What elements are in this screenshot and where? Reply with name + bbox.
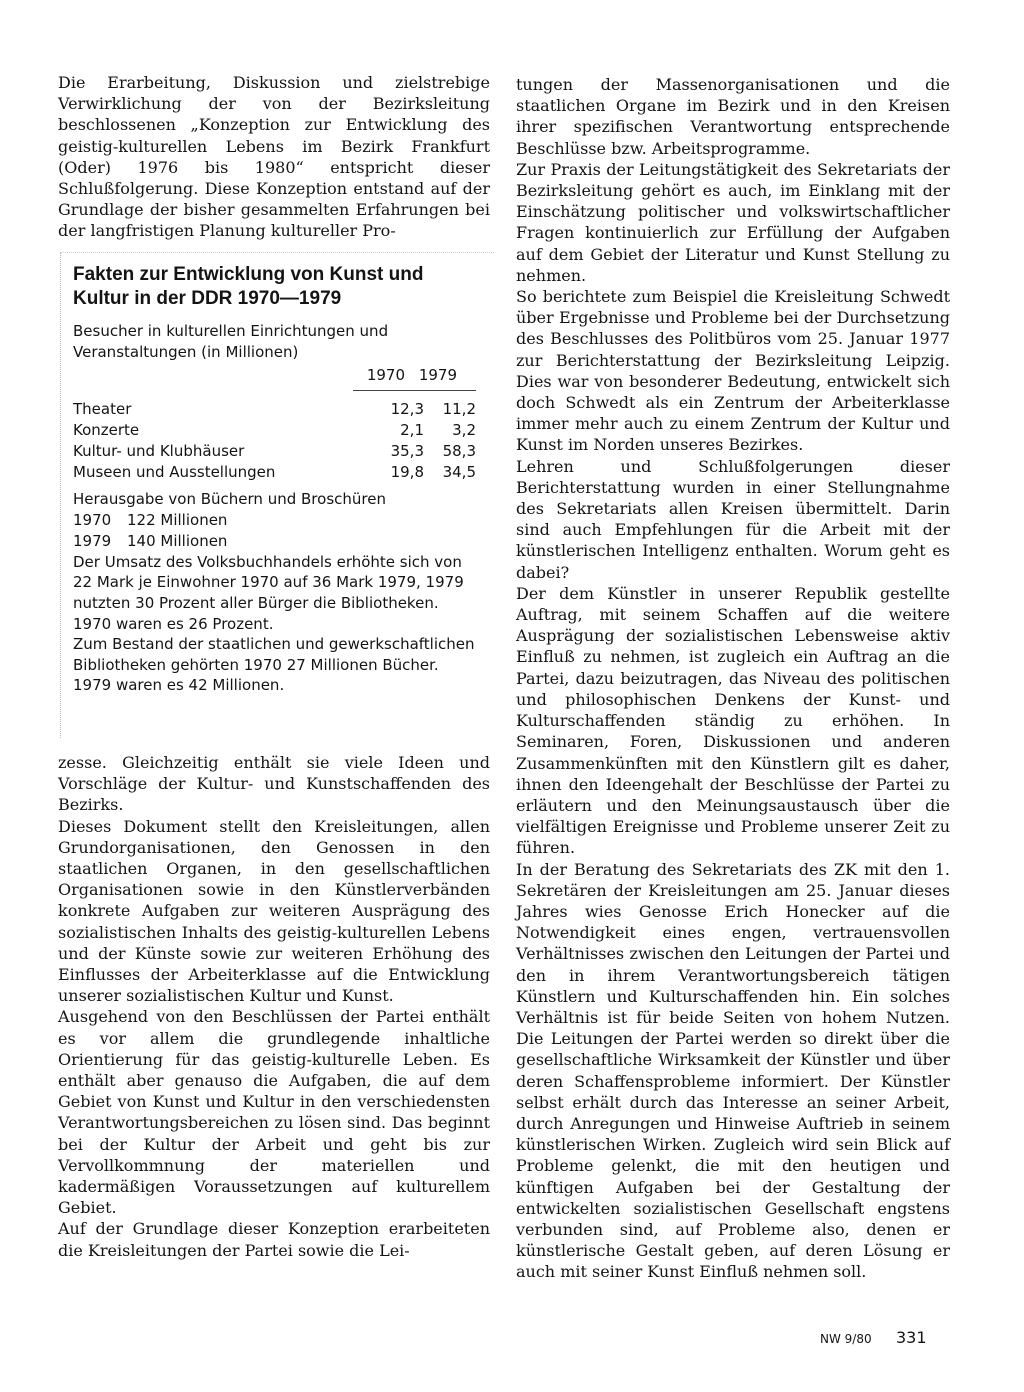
books-year: 1970 (73, 510, 112, 529)
row-label: Museen und Ausstellungen (73, 463, 276, 482)
left-column-top (58, 72, 490, 242)
visitors-table (73, 366, 476, 483)
row-value-1979: 3,2 (452, 421, 476, 440)
issue-label: NW 9/80 (820, 1332, 872, 1346)
left-paragraph: Dieses Dokument stellt den Kreisleitungen, allen Grundorganisationen, den Genossen in den staatlichen Organen, in den gesellschaftlichen Organisationen sowie in den Künstlerverbänden konkrete Aufgaben zur weiteren Ausprägung des sozialistischen Inhalts des geistig-kulturellen Lebens und der Künste sowie zur weiteren Erhöhung des Einflusses der Arbeiterklasse auf die Entwicklung unserer sozialistischen Kultur und Kunst. (58, 816, 490, 1006)
fact-box-title: Fakten zur Entwicklung von Kunst und Kultur in der DDR 1970—1979 (73, 264, 424, 309)
row-value-1970: 2,1 (400, 421, 424, 440)
right-paragraph: tungen der Massenorganisationen und die staatlichen Organe im Bezirk und in den Kreisen ihrer spezifischen Verantwortung entsprechende Beschlüsse bzw. Arbeitsprogramme. (516, 75, 950, 158)
fact-paragraph-bookstore: Der Umsatz des Volksbuchhandels erhöhte sich von 22 Mark je Einwohner 1970 auf 36 Mark 1979, 1979 nutzten 30 Prozent aller Bürger die Bibliotheken. 1970 waren es 26 Prozent. (73, 552, 464, 633)
fact-paragraph-libraries: Zum Bestand der staatlichen und gewerkschaftlichen Bibliotheken gehörten 1970 27 Millionen Bücher. 1979 waren es 42 Millionen. (73, 635, 475, 695)
row-value-1970: 19,8 (390, 463, 424, 482)
right-paragraph: So berichtete zum Beispiel die Kreisleitung Schwedt über Ergebnisse und Probleme bei der Durchsetzung des Beschlusses des Politbüros vom 25. Januar 1977 zur Berichterstattung der Bezirksleitung Leipzig. Dies war von besonderer Bedeutung, entwickelt sich doch Schwedt als ein Zentrum der Arbeiterklasse immer mehr auch zu einem Zentrum der Kultur und Kunst im Norden unseres Bezirkes. (516, 287, 950, 455)
row-value-1979: 11,2 (442, 400, 476, 419)
right-paragraph: Der dem Künstler in unserer Republik gestellte Auftrag, mit seinem Schaffen auf die weitere Ausprägung der sozialistischen Lebensweise aktiv Einfluß zu nehmen, ist zugleich ein Auftrag an die Partei, dazu beizutragen, das Niveau des politischen und philosophischen Denkens der Kunst- und Kulturschaffenden ständig zu erhöhen. In Seminaren, Foren, Diskussionen und anderen Zusammenkünften mit den Künstlern gilt es daher, ihnen den Ideengehalt der Beschlüsse der Partei zu erläutern und den Meinungsaustausch über die vielfältigen Ereignisse und Probleme unserer Zeit zu führen. (516, 583, 950, 858)
books-heading: Herausgabe von Büchern und Broschüren (73, 490, 386, 509)
books-row (73, 510, 476, 531)
left-paragraph: zesse. Gleichzeitig enthält sie viele Ideen und Vorschläge der Kultur- und Kunstschaffenden des Bezirks. (58, 753, 490, 815)
right-paragraph: Zur Praxis der Leitungstätigkeit des Sekretariats der Bezirksleitung gehört es auch, im Einklang mit der Einschätzung politischer und volkswirtschaftlicher Fragen kontinuierlich zur Erfüllung der Aufgaben auf dem Gebiet der Literatur und Kunst Stellung zu nehmen. (516, 159, 950, 285)
table-row (73, 399, 476, 420)
row-label: Theater (73, 400, 132, 419)
left-paragraph: Ausgehend von den Beschlüssen der Partei enthält es vor allem die grundlegende inhaltliche Orientierung für das geistig-kulturelle Leben. Es enthält aber genauso die Aufgaben, die auf dem Gebiet von Kunst und Kultur in den verschiedensten Verantwortungsbereichen zu lösen sind. Das beginnt bei der Kultur der Arbeit und geht bis zur Vervollkommnung der materiellen und kadermäßigen Voraussetzungen auf kulturellem Gebiet. (58, 1007, 490, 1218)
year-header-1979: 1979 (418, 366, 457, 385)
right-paragraph: Lehren und Schlußfolgerungen dieser Berichterstattung wurden in einer Stellungnahme des Sekretariats allen Kreisen übermittelt. Darin sind auch Empfehlungen für die Arbeit mit der künstlerischen Intelligenz enthalten. Worum geht es dabei? (516, 456, 950, 582)
books-value: 122 Millionen (127, 510, 228, 529)
page-number: 331 (896, 1328, 927, 1347)
books-value: 140 Millionen (127, 531, 228, 550)
right-column (516, 74, 950, 1283)
table-header (353, 366, 476, 391)
row-label: Kultur- und Klubhäuser (73, 442, 245, 461)
table-row (73, 420, 476, 441)
row-value-1970: 35,3 (390, 442, 424, 461)
table-row (73, 441, 476, 462)
right-paragraph: In der Beratung des Sekretariats des ZK mit den 1. Sekretären der Kreisleitungen am 25. Januar dieses Jahres wies Genosse Erich Honecker auf die Notwendigkeit eines engen, vertrauensvollen Verhältnisses zwischen den Leitungen der Partei und den in ihrem Verantwortungsbereich tätigen Künstlern und Kulturschaffenden hin. Ein solches Verhältnis ist für beide Seiten von hohem Nutzen. Die Leitungen der Partei werden so direkt über die gesellschaftliche Wirksamkeit der Künstler und über deren Schaffensprobleme informiert. Der Künstler selbst erhält durch das Interesse an seiner Arbeit, durch Anregungen und Hinweise Auftrieb in seinem künstlerischen Wirken. Zugleich wird sein Blick auf Probleme gelenkt, die mit den heutigen und künftigen Aufgaben bei der Gestaltung der entwickelten sozialistischen Gesellschaft engstens verbunden sind, auf Probleme also, denen er künstlerische Gestalt geben, auf deren Lösung er auch mit seiner Kunst Einfluß nehmen soll. (516, 859, 950, 1282)
year-header-1970: 1970 (366, 366, 405, 385)
row-value-1970: 12,3 (390, 400, 424, 419)
books-year: 1979 (73, 531, 112, 550)
visitors-heading: Besucher in kulturellen Einrichtungen und Veranstaltungen (in Millionen) (73, 322, 389, 361)
row-label: Konzerte (73, 421, 140, 440)
books-row (73, 531, 476, 552)
row-value-1979: 34,5 (442, 463, 476, 482)
left-paragraph: Auf der Grundlage dieser Konzeption erarbeiteten die Kreisleitungen der Partei sowie die Lei- (58, 1219, 490, 1260)
left-column-bottom (58, 752, 490, 1261)
fact-box (60, 252, 494, 738)
left-top-paragraph: Die Erarbeitung, Diskussion und zielstrebige Verwirklichung der von der Bezirksleitung beschlossenen „Konzeption zur Entwicklung des geistig-kulturellen Lebens im Bezirk Frankfurt (Oder) 1976 bis 1980“ entspricht dieser Schlußfolgerung. Diese Konzeption entstand auf der Grundlage der bisher gesammelten Erfahrungen bei der langfristigen Planung kultureller Pro- (58, 73, 490, 241)
table-row (73, 462, 476, 483)
row-value-1979: 58,3 (442, 442, 476, 461)
